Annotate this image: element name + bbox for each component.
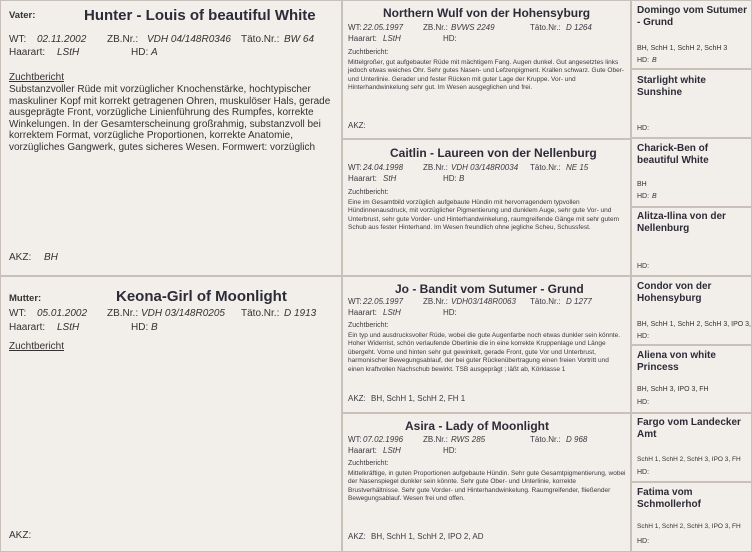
- gp-hd-label: HD:: [443, 446, 457, 455]
- grandparent-panel: [342, 0, 631, 139]
- mother-zb: VDH 03/148R0205: [141, 308, 225, 319]
- father-haarart: LStH: [57, 47, 80, 58]
- gp-wt-label: WT:: [348, 23, 362, 32]
- ggp-hd-label: HD:: [637, 193, 650, 200]
- ggp-name: Fargo vom Landecker Amt: [637, 417, 741, 440]
- father-tato-label: Täto.Nr.:: [241, 34, 280, 45]
- gp-wt-label: WT:: [348, 163, 362, 172]
- mother-zb-label: ZB.Nr.:: [107, 308, 139, 319]
- mother-name: Keona-Girl of Moonlight: [116, 288, 287, 305]
- father-name: Hunter - Louis of beautiful White: [84, 7, 316, 24]
- father-tato: BW 64: [284, 34, 315, 45]
- gp-zuchtbericht-title: Zuchtbericht:: [348, 460, 389, 467]
- gp-zuchtbericht-title: Zuchtbericht:: [348, 189, 389, 196]
- grandparent-name: Northern Wulf von der Hohensyburg: [383, 6, 591, 20]
- great-grandparent-panel: [631, 207, 752, 276]
- gp-hd-label: HD:: [443, 308, 457, 317]
- gp-wt-label: WT:: [348, 297, 362, 306]
- father-wt-label: WT:: [9, 34, 27, 45]
- ggp-name: Starlight white Sunshine: [637, 75, 706, 98]
- ggp-hd-label: HD:: [637, 57, 650, 64]
- mother-akz-label: AKZ:: [9, 530, 32, 541]
- mother-role-label: Mutter:: [9, 293, 42, 304]
- ggp-titles: BH, SchH 1, SchH 2, SchH 3: [637, 45, 728, 52]
- ggp-titles: SchH 1, SchH 2, SchH 3, IPO 3, FH: [637, 523, 741, 530]
- gp-wt: 07.02.1996: [363, 435, 404, 444]
- gp-wt: 22.05.1997: [363, 297, 404, 306]
- gp-zb-label: ZB.Nr.:: [423, 23, 448, 32]
- father-report: Substanzvoller Rüde mit vorzüglicher Knochenstärke, hochtypischer maskuliner Kopf mit korrekt getragenen Ohren, muskulöser Hals, gerade ausgeprägte Front, vorzügliche Linienführung des Rumpfes, korrekte Winkelungen. In der Gesamterscheinung großrahmig, substanzvoll bei korrektem Format, vorzügliche Proportionen, korrekte Anatomie, vorzügliches Gangwerk, gutes sicheres Wesen. Formwert: vorzüglich: [9, 84, 331, 153]
- father-hd-label: HD:: [131, 47, 149, 58]
- gp-tato-label: Täto.Nr.:: [530, 435, 561, 444]
- ggp-hd-label: HD:: [637, 263, 650, 270]
- mother-zuchtbericht-title: Zuchtbericht: [9, 341, 65, 352]
- gp-tato-label: Täto.Nr.:: [530, 163, 561, 172]
- father-zb-label: ZB.Nr.:: [107, 34, 139, 45]
- gp-haarart-label: Haarart:: [348, 34, 377, 43]
- gp-tato: D 1277: [566, 297, 592, 306]
- gp-haarart-label: Haarart:: [348, 308, 377, 317]
- great-grandparent-panel: [631, 0, 752, 69]
- father-panel: [0, 0, 342, 276]
- father-hd: A: [151, 47, 158, 58]
- gp-tato: D 968: [566, 435, 588, 444]
- ggp-hd-label: HD:: [637, 333, 650, 340]
- gp-zb: BVWS 2249: [451, 23, 495, 32]
- ggp-name: Alitza-Ilina von der Nellenburg: [637, 211, 726, 234]
- gp-zb: RWS 285: [451, 435, 486, 444]
- mother-tato-label: Täto.Nr.:: [241, 308, 280, 319]
- gp-tato-label: Täto.Nr.:: [530, 297, 561, 306]
- ggp-hd-label: HD:: [637, 469, 650, 476]
- gp-zb-label: ZB.Nr.:: [423, 163, 448, 172]
- ggp-name: Charick-Ben of beautiful White: [637, 143, 709, 166]
- ggp-hd: B: [652, 193, 657, 200]
- grandparent-panel: [342, 413, 631, 552]
- father-zuchtbericht-title: Zuchtbericht: [9, 72, 65, 83]
- great-grandparent-panel: [631, 345, 752, 413]
- father-akz-label: AKZ:: [9, 252, 32, 263]
- ggp-hd: B: [652, 57, 657, 64]
- gp-zb: VDH 03/148R0034: [451, 163, 519, 172]
- ggp-titles: BH, SchH 1, SchH 2, SchH 3, IPO 3,: [637, 321, 751, 328]
- mother-haarart: LStH: [57, 322, 80, 333]
- gp-zb: VDH03/148R0063: [451, 297, 516, 306]
- gp-report: Eine im Gesamtbild vorzüglich aufgebaute Hündin mit hervorragendem typvollen Hündinnenausdruck, mit vorzüglicher Pigmentierung und dunklem Auge, sehr gute Vor- und Unterbrust, sehr gute Vorder- und Hinterhandwinkelung, raumgreifende Gänge mit sehr gutem Schub aus fester Hinterhand. Im Wesen freundlich ohne jegliche Scheu, Schussfest.: [348, 199, 619, 232]
- gp-tato: D 1264: [566, 23, 592, 32]
- ggp-name: Domingo vom Sutumer - Grund: [637, 5, 748, 28]
- great-grandparent-panel: [631, 413, 752, 482]
- mother-hd-label: HD:: [131, 322, 149, 333]
- mother-wt: 05.01.2002: [37, 308, 88, 319]
- great-grandparent-panel: [631, 69, 752, 138]
- mother-hd: B: [151, 322, 158, 333]
- ggp-hd-label: HD:: [637, 125, 650, 132]
- ggp-name: Condor von der Hohensyburg: [637, 281, 712, 304]
- gp-wt: 22.05.1997: [363, 23, 404, 32]
- ggp-titles: BH: [637, 181, 647, 188]
- great-grandparent-panel: [631, 276, 752, 345]
- gp-haarart-label: Haarart:: [348, 446, 377, 455]
- gp-akz: BH, SchH 1, SchH 2, FH 1: [371, 394, 466, 403]
- grandparent-name: Caitlin - Laureen von der Nellenburg: [390, 146, 597, 160]
- gp-wt-label: WT:: [348, 435, 362, 444]
- grandparent-name: Jo - Bandit vom Sutumer - Grund: [395, 282, 584, 296]
- gp-hd-label: HD:: [443, 34, 457, 43]
- father-role-label: Vater:: [9, 10, 36, 21]
- ggp-titles: SchH 1, SchH 2, SchH 3, IPO 3, FH: [637, 456, 741, 463]
- gp-report: Ein typ und ausdrucksvoller Rüde, wobei die gute Augenfarbe noch etwas dunkler sein könnte. Hoher Widerrist, schön verlaufende Oberlinie die in eine korrekte Kruppenlage und Länge übergeht. Vorne und hinten sehr gut gewinkelt, gerade Front, gute Vor und Unterbrust, harmonischer Bewegungsablauf, der bei guter Rückenübertragung einen freien Vortritt und einen kraftvollen Nachschub bewirkt. TSB ausgeprägt ; läßt ab, Körklasse 1: [348, 332, 621, 373]
- gp-report: Mittelkräftige, in guten Proportionen aufgebaute Hündin. Sehr gute Gesamtpigmentierung, wobei der Nasenspiegel dunkler sein könnte. Sehr gute Ober- und Unterlinie, korrekte Brustverhältnisse. Sehr gute Vorder- und Hinterhandwinkelung. Raumgreifender, fließender Bewegungsablauf. Wesen frei und offen.: [348, 470, 626, 503]
- grandparent-name: Asira - Lady of Moonlight: [405, 419, 549, 433]
- gp-akz-label: AKZ:: [348, 121, 366, 130]
- gp-akz-label: AKZ:: [348, 394, 366, 403]
- ggp-name: Fatima vom Schmollerhof: [637, 487, 701, 510]
- gp-zuchtbericht-title: Zuchtbericht:: [348, 322, 389, 329]
- gp-akz-label: AKZ:: [348, 532, 366, 541]
- gp-haarart-label: Haarart:: [348, 174, 377, 183]
- mother-tato: D 1913: [284, 308, 317, 319]
- mother-wt-label: WT:: [9, 308, 27, 319]
- gp-zuchtbericht-title: Zuchtbericht:: [348, 49, 389, 56]
- ggp-titles: BH, SchH 3, IPO 3, FH: [637, 386, 709, 393]
- father-haarart-label: Haarart:: [9, 47, 46, 58]
- father-wt: 02.11.2002: [37, 34, 87, 45]
- gp-report: Mittelgroßer, gut aufgebauter Rüde mit mächtigem Fang. Augen dunkel. Gut angesetztes links jedoch etwas weiches Ohr. Sehr gutes Nasen- und Lefzenpigment. Krallen schwarz. Gute Ober- und Unterlinie. Gerader und fester Rücken mit guter Lage der Kruppe. Vor- und Hinterhandwinkelung sehr gut. Im Wesen ausgeglichen und frei.: [348, 59, 625, 92]
- gp-wt: 24.04.1998: [363, 163, 404, 172]
- great-grandparent-panel: [631, 482, 752, 552]
- grandparent-panel: [342, 276, 631, 413]
- gp-zb-label: ZB.Nr.:: [423, 435, 448, 444]
- gp-haarart: LStH: [383, 446, 401, 455]
- ggp-name: Aliena von white Princess: [637, 350, 716, 373]
- gp-tato: NE 15: [566, 163, 589, 172]
- gp-akz: BH, SchH 1, SchH 2, IPO 2, AD: [371, 532, 484, 541]
- great-grandparent-panel: [631, 138, 752, 207]
- father-zb: VDH 04/148R0346: [147, 34, 231, 45]
- grandparent-panel: [342, 139, 631, 276]
- gp-hd-label: HD:: [443, 174, 457, 183]
- mother-panel: [0, 276, 342, 552]
- gp-tato-label: Täto.Nr.:: [530, 23, 561, 32]
- gp-haarart: LStH: [383, 308, 401, 317]
- ggp-hd-label: HD:: [637, 399, 650, 406]
- gp-haarart: StH: [383, 174, 397, 183]
- gp-zb-label: ZB.Nr.:: [423, 297, 448, 306]
- ggp-hd-label: HD:: [637, 538, 650, 545]
- mother-haarart-label: Haarart:: [9, 322, 46, 333]
- gp-haarart: LStH: [383, 34, 401, 43]
- gp-hd: B: [459, 174, 465, 183]
- father-akz: BH: [44, 252, 58, 263]
